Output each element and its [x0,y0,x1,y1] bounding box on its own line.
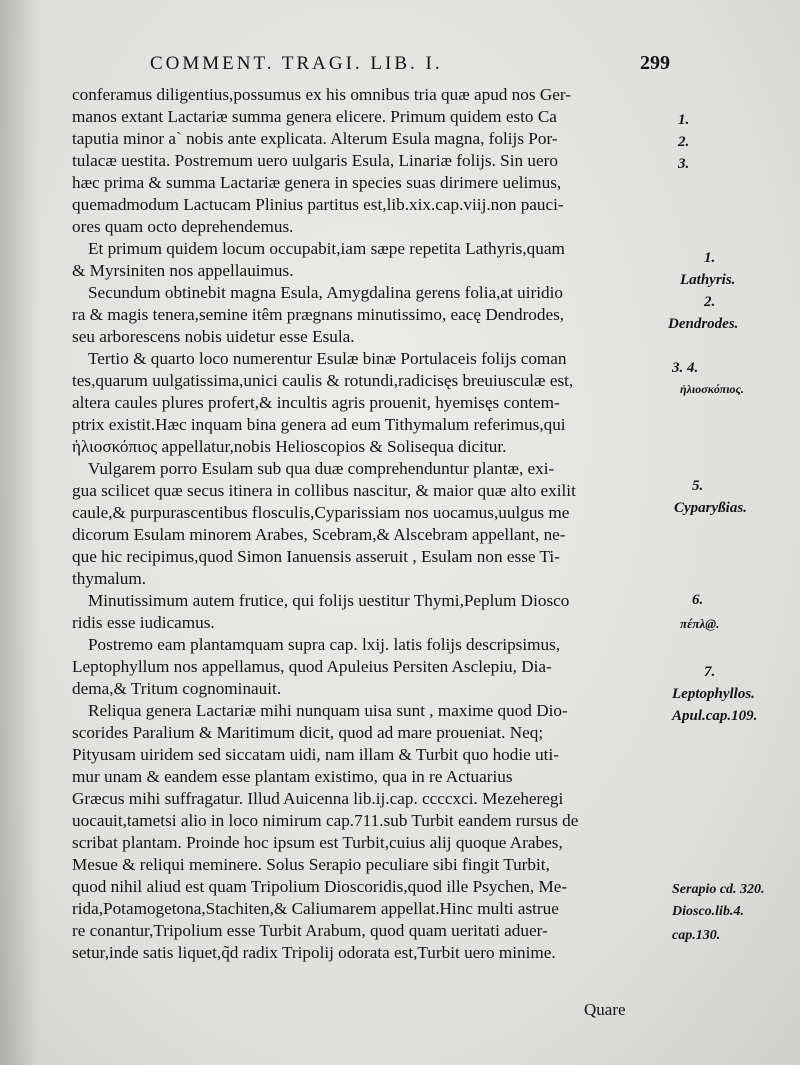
text-line: conferamus diligentius,possumus ex his omnibus tria quæ apud nos Ger- [72,85,571,104]
text-line: Et primum quidem locum occupabit,iam sæpe repetita Lathyris,quam [88,239,565,258]
margin-note: 2. [678,134,690,150]
margin-note: 1. [704,250,716,266]
margin-note: 6. [692,592,704,608]
text-line: uocauit,tametsi alio in loco nimirum cap.711.sub Turbit eandem rursus de [72,811,579,830]
text-line: hæc prima & summa Lactariæ genera in species suas dirimere uelimus, [72,173,562,192]
text-line: Reliqua genera Lactariæ mihi nunquam uisa sunt , maxime quod Dio- [88,701,568,720]
text-line: Græcus mihi suffragatur. Illud Auicenna lib.ij.cap. ccccxci. Mezeheregi [72,789,564,808]
text-line: setur,inde satis liquet,q̃d radix Tripolij odorata est,Turbit uero minime. [72,943,556,962]
catchword: Quare [584,1000,626,1019]
text-line: Vulgarem porro Esulam sub qua duæ comprehenduntur plantæ, exi- [88,459,555,478]
text-line: Minutissimum autem frutice, qui folijs uestitur Thymi,Peplum Diosco [88,591,570,610]
margin-note: 3. 4. [672,360,699,376]
margin-note: Serapio cd. 320. [672,882,765,897]
text-line: Secundum obtinebit magna Esula, Amygdalina gerens folia,at uiridio [88,283,563,302]
text-line: altera caules plures profert,& incultis agris prouenit, hyemisęs contem- [72,393,560,412]
text-line: manos extant Lactariæ summa genera elicere. Primum quidem esto Ca [72,107,557,126]
margin-note: Diosco.lib.4. [672,904,744,919]
margin-note: Dendrodes. [668,316,739,332]
text-line: ptrix existit.Hæc inquam bina genera ad eum Tithymalum referimus,qui [72,415,566,434]
text-line: gua scilicet quæ secus itinera in collibus nascitur, & maior quæ alto exilit [72,481,576,500]
text-line: taputia minor a` nobis ante explicata. Alterum Esula magna, folijs Por- [72,129,558,148]
margin-note: Cyparyßias. [674,500,747,516]
margin-note: πέπλ@. [680,616,720,631]
body-text [72,84,672,964]
page-number: 299 [640,52,670,74]
margin-note: 2. [704,294,716,310]
text-line: dicorum Esulam minorem Arabes, Scebram,& Alscebram appellant, ne- [72,525,566,544]
text-line: quemadmodum Lactucam Plinius partitus est,lib.xix.cap.viij.non pauci- [72,195,564,214]
text-line: scribat plantam. Proinde hoc ipsum est Turbit,cuius alij quoque Arabes, [72,833,563,852]
header-title: COMMENT. TRAGI. LIB. I. [150,53,443,74]
text-line: Pityusam uiridem sed siccatam uidi, nam illam & Turbit quo hodie uti- [72,745,559,764]
margin-note: ἡλιοσκόπιος. [680,382,744,396]
text-line: caule,& purpurascentibus flosculis,Cyparissiam nos uocamus,uulgus me [72,503,570,522]
text-line: ra & magis tenera,semine itêm prægnans minutissimo, eacę Dendrodes, [72,305,565,324]
text-line: ores quam octo deprehendemus. [72,217,294,236]
text-line: scorides Paralium & Maritimum dicit, quod ad mare proueniat. Neq; [72,723,544,742]
margin-note: Leptophyllos. [672,686,755,702]
text-line: rida,Potamogetona,Stachiten,& Caliumarem appellat.Hinc multi astrue [72,899,559,918]
margin-note: 1. [678,112,690,128]
text-line: tulacæ uestita. Postremum uero uulgaris Esula, Linariæ folijs. Sin uero [72,151,558,170]
margin-note: cap.130. [672,928,721,943]
text-line: re conantur,Tripolium esse Turbit Arabum, quod quam ueritati aduer- [72,921,548,940]
spine-shadow [0,0,40,1065]
margin-note: 7. [704,664,716,680]
text-line: mur unam & eandem esse plantam existimo, qua in re Actuarius [72,767,513,786]
margin-note: Lathyris. [680,272,736,288]
text-line: dema,& Tritum cognominauit. [72,679,282,698]
text-line: Postremo eam plantamquam supra cap. lxij. latis folijs descripsimus, [88,635,561,654]
text-line: tes,quarum uulgatissima,unici caulis & rotundi,radicisęs breuiusculæ est, [72,371,574,390]
margin-note: Apul.cap.109. [672,708,758,724]
margin-note: 3. [678,156,690,172]
text-line: seu arborescens nobis uidetur esse Esula. [72,327,355,346]
text-line: que hic recipimus,quod Simon Ianuensis asseruit , Esulam non esse Ti- [72,547,560,566]
text-line: ridis esse iudicamus. [72,613,215,632]
text-line: Leptophyllum nos appellamus, quod Apuleius Persiten Asclepiu, Dia- [72,657,552,676]
text-line: & Myrsiniten nos appellauimus. [72,261,294,280]
text-line: quod nihil aliud est quam Tripolium Dioscoridis,quod ille Psychen, Me- [72,877,568,896]
running-header [150,52,670,80]
text-line: Tertio & quarto loco numerentur Esulæ binæ Portulaceis folijs coman [88,349,567,368]
margin-note: 5. [692,478,704,494]
text-line: thymalum. [72,569,146,588]
text-line: ἡλιοσκόπιος appellatur,nobis Helioscopios & Solisequa dicitur. [72,437,507,456]
text-line: Mesue & reliqui meminere. Solus Serapio peculiare sibi fingit Turbit, [72,855,550,874]
